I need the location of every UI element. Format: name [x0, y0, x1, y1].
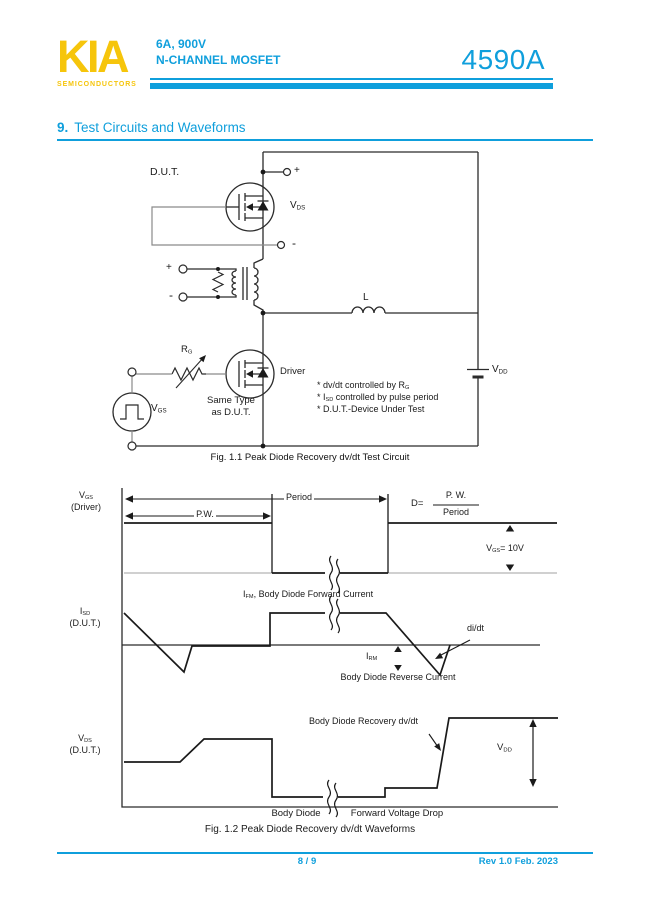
rg-label: $R_G$	[181, 344, 193, 356]
vdd-supply-label: $V_{DD}$	[492, 364, 508, 376]
vds-axis-sublabel: (D.U.T.)	[69, 745, 101, 755]
circuit-note-3: * D.U.T.-Device Under Test	[317, 404, 425, 414]
transformer-symbol	[187, 259, 263, 313]
period-label: Period	[285, 492, 312, 502]
fig1-caption: Fig. 1.1 Peak Diode Recovery dv/dt Test Circuit	[210, 452, 410, 463]
vgs-axis-sublabel: (Driver)	[71, 502, 101, 512]
ifm-label: $I_{FM}$, Body Diode Forward Current	[243, 589, 374, 601]
circuit-note-2: * $I_{SD}$ controlled by pulse period	[317, 392, 439, 404]
same-type-line2: as D.U.T.	[211, 407, 251, 418]
recovery-dvdt-label: Body Diode Recovery dv/dt	[309, 716, 419, 726]
driver-label: Driver	[280, 366, 306, 377]
rg-resistor-symbol	[172, 357, 206, 388]
vds-label: $V_{DS}$	[290, 200, 306, 212]
footer-rule	[57, 852, 593, 854]
device-spec-line1: 6A, 900V	[156, 37, 207, 51]
waveform-diagram	[122, 488, 558, 817]
body-diode-label: Body Diode	[271, 808, 321, 819]
inductor-symbol	[263, 307, 478, 313]
part-number: 4590A	[461, 44, 545, 75]
vgs-axis-label: $V_{GS}$	[78, 490, 94, 502]
xfmr-plus-label: +	[166, 262, 172, 273]
page-number: 8 / 9	[297, 856, 317, 867]
inductor-label: L	[363, 292, 369, 303]
revision-label: Rev 1.0 Feb. 2023	[478, 856, 558, 867]
vds-axis-label: $V_{DS}$	[78, 733, 92, 745]
xfmr-minus-label: -	[169, 288, 173, 302]
duty-cycle-lhs: D=	[411, 498, 424, 509]
device-spec-line2: N-CHANNEL MOSFET	[156, 53, 281, 67]
brand-tagline: SEMICONDUCTORS	[57, 81, 137, 88]
vds-plus-label: +	[294, 165, 300, 176]
irm-label: $I_{RM}$	[366, 651, 378, 663]
section-title: 9. Test Circuits and Waveforms	[57, 120, 246, 135]
circuit-note-1: * dv/dt controlled by $R_G$	[317, 380, 410, 392]
dut-label: D.U.T.	[150, 166, 180, 178]
waveform-arrowheads	[125, 495, 537, 787]
vgs-source-label: $V_{GS}$	[151, 403, 167, 415]
vgs-level-label: $V_{GS}= 10V$	[486, 543, 524, 555]
battery-symbol-vdd	[467, 370, 489, 378]
duty-cycle-numerator: P. W.	[445, 490, 467, 500]
brand-logo: KIA	[57, 31, 127, 82]
same-type-line1: Same Type	[207, 395, 255, 406]
vdd-level-label: $V_{DD}$	[497, 742, 512, 754]
vds-minus-label: -	[292, 236, 296, 250]
didt-label: di/dt	[467, 623, 485, 633]
fig2-caption: Fig. 1.2 Peak Diode Recovery dv/dt Waveforms	[204, 824, 416, 835]
isd-axis-label: $I_{SD}$	[79, 606, 91, 618]
pulse-width-label: P.W.	[196, 509, 214, 519]
forward-drop-label: Forward Voltage Drop	[350, 808, 444, 819]
reverse-current-label: Body Diode Reverse Current	[340, 672, 456, 682]
duty-cycle-denominator: Period	[442, 507, 469, 517]
pulse-source-symbol-vgs	[113, 393, 151, 431]
isd-axis-sublabel: (D.U.T.)	[69, 618, 101, 628]
